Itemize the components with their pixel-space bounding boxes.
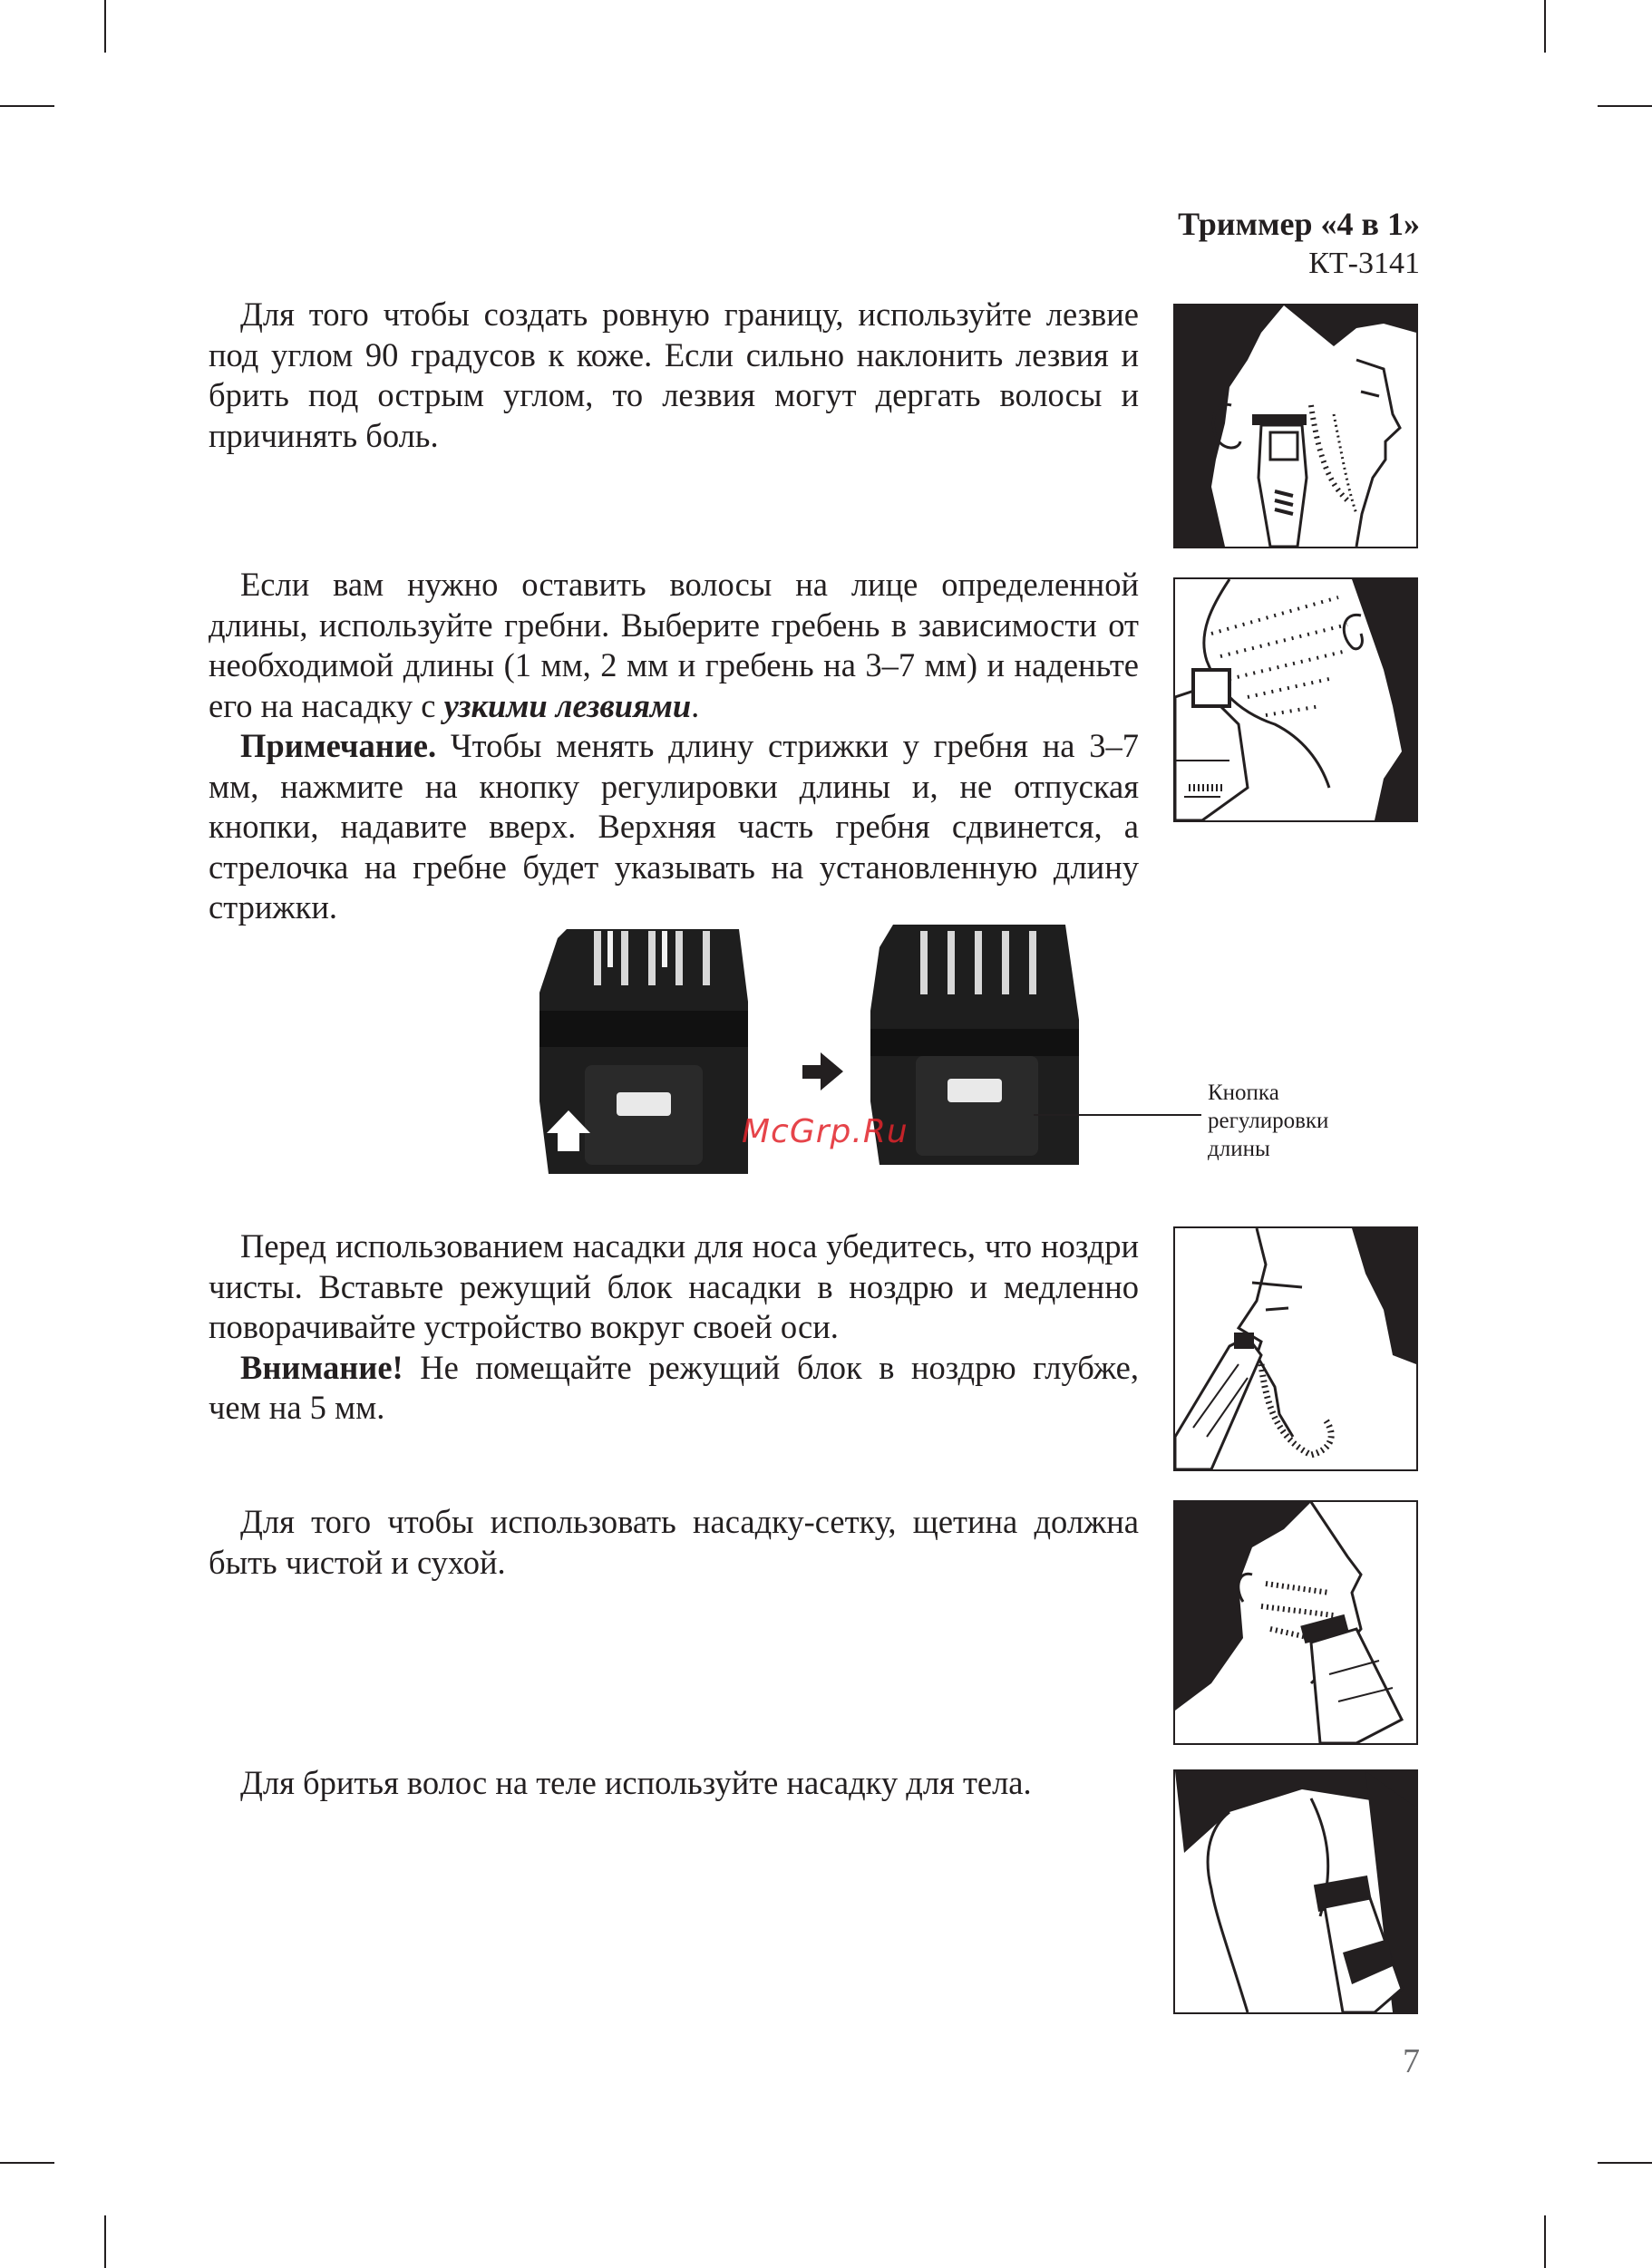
paragraph-text: Перед использованием насадки для носа убедитесь, что ноздри чисты. Вставьте режущий блок насадки в ноздрю и медленно поворачивайте устройство вокруг своей оси. — [209, 1227, 1139, 1345]
paragraph-body — [209, 1763, 1139, 1804]
warning-paragraph — [209, 1348, 1139, 1429]
callout-line: регулировки — [1208, 1109, 1329, 1133]
crop-mark — [1598, 105, 1652, 107]
warning-label: Внимание! — [240, 1348, 403, 1386]
paragraph-nose — [209, 1226, 1139, 1429]
emphasis-text: узкими лезвиями — [443, 686, 692, 724]
paragraph-text — [209, 565, 1139, 726]
crop-mark — [0, 2162, 54, 2164]
product-title: Триммер «4 в 1» — [1178, 206, 1420, 242]
paragraph-text-part: . — [691, 686, 700, 724]
callout-adjust-button-label — [1208, 1079, 1389, 1163]
note-label: Примечание. — [240, 727, 437, 764]
paragraph-angle — [209, 295, 1139, 456]
note-text: Чтобы менять длину стрижки у гребня на 3–7 мм, нажмите на кнопку регулировки длины и, не отпуская кнопки, надавите вверх. Верхняя часть гребня сдвинется, а стрелочка на гребне будет указывать на установленную длину стрижки. — [209, 727, 1139, 926]
crop-mark — [104, 2215, 106, 2268]
page-number: 7 — [1403, 2042, 1420, 2080]
product-model: КТ-3141 — [1308, 247, 1420, 280]
crop-mark — [0, 105, 54, 107]
illustration-comb-trimming — [1173, 577, 1418, 822]
paragraph-text: Для бритья волос на теле используйте насадку для тела. — [240, 1764, 1032, 1801]
paragraph-foil — [209, 1502, 1139, 1583]
warning-text: Не помещайте режущий блок в ноздрю глубже, чем на 5 мм. — [209, 1348, 1139, 1426]
crop-mark — [104, 0, 106, 53]
paragraph-combs — [209, 565, 1139, 928]
callout-line: Кнопка — [1208, 1081, 1279, 1105]
paragraph-text-part: Если вам нужно оставить волосы на лице определенной длины, используйте гребни. Выберите гребень в зависимости от необходимой длины (1 мм, 2 мм и гребень на 3–7 мм) и наденьте его на насадку с — [209, 566, 1139, 724]
paragraph-text: Для того чтобы использовать насадку-сетку, щетина должна быть чистой и сухой. — [209, 1503, 1139, 1581]
watermark: McGrp.Ru — [742, 1113, 909, 1150]
crop-mark — [1598, 2162, 1652, 2164]
illustration-foil-shaving — [1173, 1500, 1418, 1745]
callout-line: длины — [1208, 1137, 1270, 1161]
illustration-edge-trimming — [1173, 304, 1418, 548]
note-paragraph — [209, 726, 1139, 928]
illustration-body-shaving — [1173, 1769, 1418, 2014]
paragraph-text: Для того чтобы создать ровную границу, используйте лезвие под углом 90 градусов к коже. Если сильно наклонить лезвия и брить под острым углом, то лезвия могут дергать волосы и причинять боль. — [209, 296, 1139, 454]
illustration-nose-trimming — [1173, 1226, 1418, 1471]
crop-mark — [1544, 2215, 1546, 2268]
crop-mark — [1544, 0, 1546, 53]
